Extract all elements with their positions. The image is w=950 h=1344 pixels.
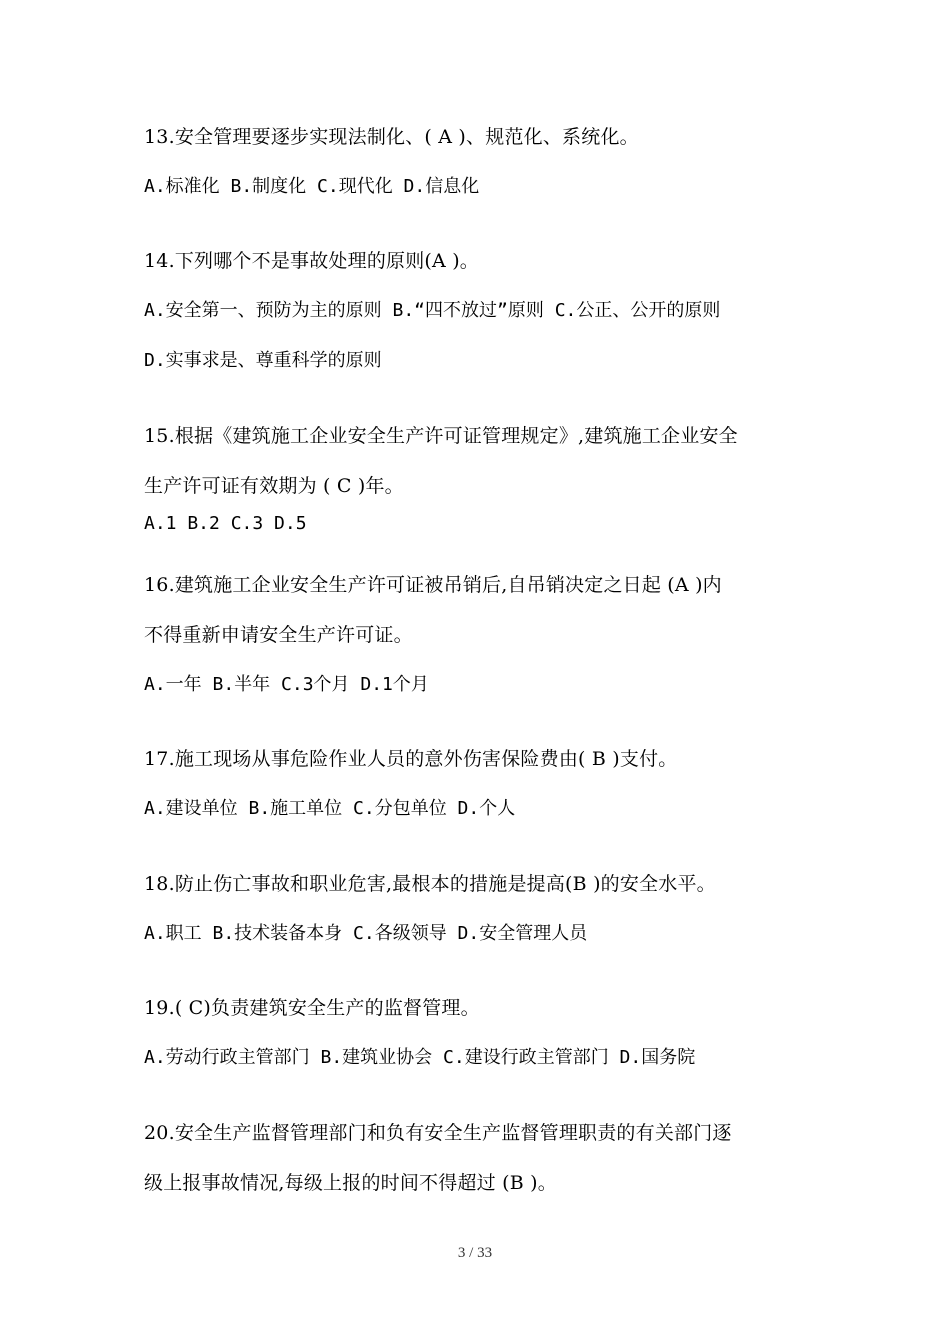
- question-13-options-line-1: A.标准化 B.制度化 C.现代化 D.信息化: [144, 176, 480, 197]
- question-16-stem-line-1: 16.建筑施工企业安全生产许可证被吊销后,自吊销决定之日起 (A )内: [144, 574, 722, 596]
- question-13-stem-line-1: 13.安全管理要逐步实现法制化、( A )、规范化、系统化。: [144, 126, 639, 148]
- question-20-stem-line-2: 级上报事故情况,每级上报的时间不得超过 (B )。: [144, 1172, 557, 1194]
- question-14-options-line-2: D.实事求是、尊重科学的原则: [144, 350, 382, 371]
- question-18-options-line-1: A.职工 B.技术装备本身 C.各级领导 D.安全管理人员: [144, 923, 588, 944]
- question-14-stem-line-1: 14.下列哪个不是事故处理的原则(A )。: [144, 250, 480, 272]
- question-15-stem-line-2: 生产许可证有效期为 ( C )年。: [144, 475, 404, 497]
- question-17-options-line-1: A.建设单位 B.施工单位 C.分包单位 D.个人: [144, 798, 516, 819]
- question-15-options-line-1: A.1 B.2 C.3 D.5: [144, 513, 307, 534]
- question-16-options-line-1: A.一年 B.半年 C.3个月 D.1个月: [144, 674, 429, 695]
- page-number: 3 / 33: [457, 1245, 493, 1261]
- question-14-options-line-1: A.安全第一、预防为主的原则 B.“四不放过”原则 C.公正、公开的原则: [144, 300, 721, 321]
- question-19-stem-line-1: 19.( C)负责建筑安全生产的监督管理。: [144, 997, 480, 1019]
- question-17-stem-line-1: 17.施工现场从事危险作业人员的意外伤害保险费由( B )支付。: [144, 748, 678, 770]
- question-15-stem-line-1: 15.根据《建筑施工企业安全生产许可证管理规定》,建筑施工企业安全: [144, 425, 738, 447]
- question-16-stem-line-2: 不得重新申请安全生产许可证。: [144, 624, 413, 646]
- question-18-stem-line-1: 18.防止伤亡事故和职业危害,最根本的措施是提高(B )的安全水平。: [144, 873, 716, 895]
- question-19-options-line-1: A.劳动行政主管部门 B.建筑业协会 C.建设行政主管部门 D.国务院: [144, 1047, 696, 1068]
- question-20-stem-line-1: 20.安全生产监督管理部门和负有安全生产监督管理职责的有关部门逐: [144, 1122, 732, 1144]
